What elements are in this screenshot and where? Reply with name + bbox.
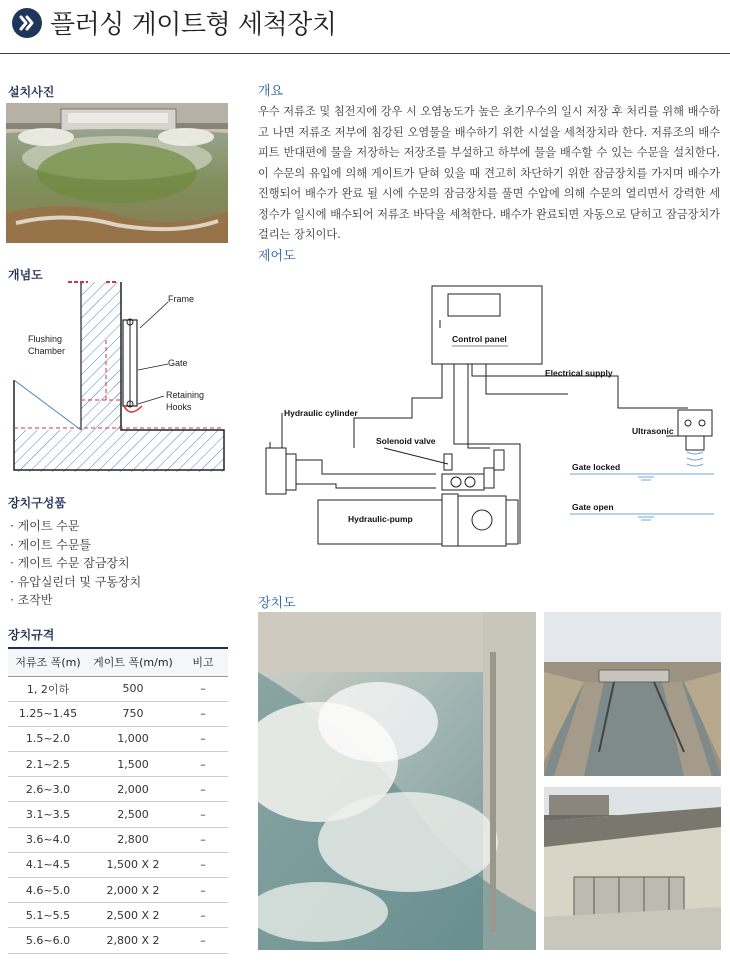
table-row xyxy=(8,777,228,802)
components-heading: 장치구성품 xyxy=(8,496,66,510)
table-cell: 5.1~5.5 xyxy=(8,903,88,928)
table-cell: 3.1~3.5 xyxy=(8,802,88,827)
device-heading: 장치도 xyxy=(258,596,296,611)
table-cell: 2,500 xyxy=(88,802,178,827)
page-header xyxy=(0,0,730,54)
table-cell: 2.1~2.5 xyxy=(8,752,88,777)
table-row xyxy=(8,827,228,852)
hydraulic-cylinder-label: Hydraulic cylinder xyxy=(284,408,358,418)
table-cell: – xyxy=(178,802,228,827)
table-cell: – xyxy=(178,676,228,701)
spec-heading: 장치규격 xyxy=(8,628,55,642)
table-cell: 2,500 X 2 xyxy=(88,903,178,928)
install-photo-heading: 설치사진 xyxy=(8,85,55,99)
install-photo xyxy=(6,103,228,243)
gate-label: Gate xyxy=(168,358,188,368)
flushing-chamber-label-2: Chamber xyxy=(28,346,66,356)
control-heading: 제어도 xyxy=(258,249,296,264)
table-cell: 2,800 X 2 xyxy=(88,928,178,953)
table-cell: – xyxy=(178,701,228,726)
retaining-hooks-label-2: Hooks xyxy=(166,402,192,412)
table-row xyxy=(8,752,228,777)
table-header: 비고 xyxy=(178,648,228,676)
control-panel-label: Control panel xyxy=(452,334,507,344)
concept-heading: 개념도 xyxy=(8,268,43,282)
table-cell: 4.1~4.5 xyxy=(8,852,88,877)
table-cell: – xyxy=(178,928,228,953)
device-photo-channel xyxy=(544,612,721,776)
table-cell: 1,500 X 2 xyxy=(88,852,178,877)
table-header: 저류조 폭(m) xyxy=(8,648,88,676)
table-row xyxy=(8,701,228,726)
gate-open-label: Gate open xyxy=(572,502,614,512)
table-header: 게이트 폭(m/m) xyxy=(88,648,178,676)
table-cell: 2,000 X 2 xyxy=(88,878,178,903)
components-list xyxy=(10,517,141,610)
table-cell: – xyxy=(178,878,228,903)
table-row xyxy=(8,878,228,903)
table-cell: 4.6~5.0 xyxy=(8,878,88,903)
table-cell: 1.5~2.0 xyxy=(8,726,88,751)
overview-heading: 개요 xyxy=(258,84,284,99)
table-cell: – xyxy=(178,726,228,751)
list-item: · 게이트 수문틀 xyxy=(10,536,141,555)
table-row xyxy=(8,903,228,928)
list-item: · 조작반 xyxy=(10,591,141,610)
overview-text: 우수 저류조 및 침전지에 강우 시 오염농도가 높은 초기우수의 일시 저장 후 처리를 위해 배수하고 나면 저류조 저부에 침강된 오염물을 배수하기 위한 시설을 세척장치라 한다. 저류조의 배수피트 반대편에 물을 저장하는 저장조를 부설하고 하부에 물을 배수할 수 있는 수문을 설치한다. 이 수문의 유입에 의해 게이트가 닫혀 있을 때 견고히 차단하기 위한 잠금장치를 가지며 배수가 진행되어 배수가 완료 될 시에 수문의 잠금장치를 풀면 수압에 의해 수문의 열리면서 강력한 세정수가 일시에 배수되어 저류조 바닥을 세척한다. 배수가 완료되면 자동으로 닫히고 잠금장치가 걸리는 장치이다. xyxy=(258,105,720,241)
device-photo-gate xyxy=(544,787,721,950)
table-cell: 1,500 xyxy=(88,752,178,777)
table-cell: 5.6~6.0 xyxy=(8,928,88,953)
list-item: · 게이트 수문 잠금장치 xyxy=(10,554,141,573)
table-cell: – xyxy=(178,852,228,877)
table-cell: – xyxy=(178,827,228,852)
ultrasonic-label: Ultrasonic xyxy=(632,426,674,436)
control-diagram xyxy=(258,268,722,568)
hydraulic-pump-label: Hydraulic-pump xyxy=(348,514,413,524)
gate-locked-label: Gate locked xyxy=(572,462,621,472)
table-cell: – xyxy=(178,903,228,928)
table-cell: 1.25~1.45 xyxy=(8,701,88,726)
table-cell: 2.6~3.0 xyxy=(8,777,88,802)
frame-label: Frame xyxy=(168,294,195,304)
table-cell: 500 xyxy=(88,676,178,701)
table-row xyxy=(8,802,228,827)
list-item: · 게이트 수문 xyxy=(10,517,141,536)
table-row xyxy=(8,676,228,701)
flushing-chamber-label: Flushing xyxy=(28,334,63,344)
table-cell: 2,000 xyxy=(88,777,178,802)
table-cell: 2,800 xyxy=(88,827,178,852)
page-title: 플러싱 게이트형 세척장치 xyxy=(50,10,337,40)
table-cell: 1,000 xyxy=(88,726,178,751)
concept-diagram xyxy=(6,280,232,478)
table-cell: – xyxy=(178,752,228,777)
retaining-hooks-label: Retaining xyxy=(166,390,205,400)
table-row xyxy=(8,928,228,953)
chevron-right-icon xyxy=(12,8,42,38)
electrical-supply-label: Electrical supply xyxy=(545,368,613,378)
list-item: · 유압실린더 및 구동장치 xyxy=(10,573,141,592)
table-cell: – xyxy=(178,777,228,802)
table-row xyxy=(8,726,228,751)
spec-table xyxy=(8,647,228,954)
table-cell: 1, 2이하 xyxy=(8,676,88,701)
table-row xyxy=(8,852,228,877)
table-cell: 750 xyxy=(88,701,178,726)
solenoid-valve-label: Solenoid valve xyxy=(376,436,436,446)
table-cell: 3.6~4.0 xyxy=(8,827,88,852)
device-photo-flushing xyxy=(258,612,536,950)
